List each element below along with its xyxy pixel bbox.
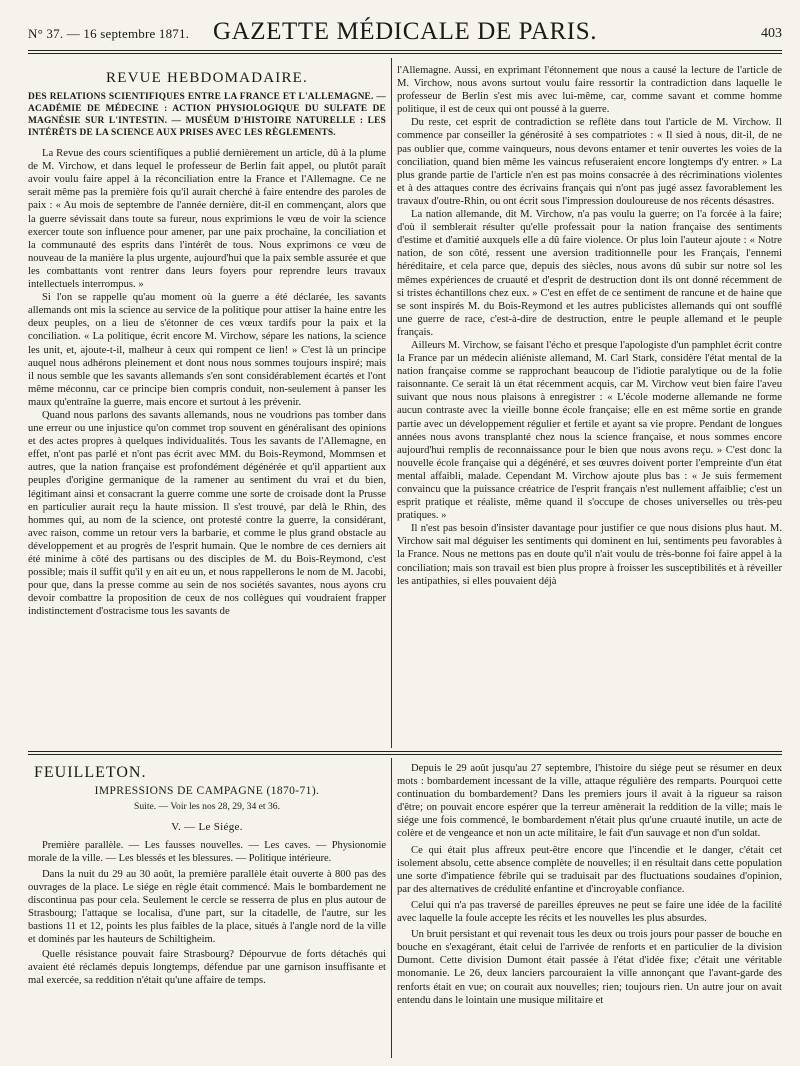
revue-summary: DES RELATIONS SCIENTIFIQUES ENTRE LA FRANCE ET L'ALLEMAGNE. — ACADÉMIE DE MÉDECINE : ACTION PHYSIOLOGIQUE DU SULFATE DE MAGNÉSIE SUR L'INTESTIN. — MUSÉUM D'HISTOIRE NATURELLE : LES INTÉRÊTS DE LA SCIENCE AUX PRISES AVEC LES RÈGLEMENTS.	[28, 92, 386, 139]
feuilleton-suite: Suite. — Voir les nos 28, 29, 34 et 36.	[134, 801, 280, 813]
paragraph: Quand nous parlons des savants allemands, nous ne voudrions pas tomber dans une erreur ou une injustice qu'on commet trop souvent en généralisant des opinions et des actes propres à quelques individualités. Tous les savants de l'Allemagne, en effet, n'ont pas parlé et n'ont pas écrit avec MM. du Bois-Reymond, Mommsen et autres, que la nation française est profondément dégénérée et qu'il appartient aux peuples d'origine germanique de la ramener au sentiment du vrai et du bien, légitimant ainsi et consacrant la guerre comme une sorte de croisade dont la Prusse en particulier aurait reçu la haute mission. Il s'est trouvé, par delà le Rhin, des hommes qui, au nom de la science, ont protesté contre la guerre, la considérant, avec raison, comme un retour vers la barbarie, et comme le plus grand obstacle au développement et au progrès de l'esprit humain. Que le nombre de ces derniers ait été minime à côté des partisans ou des disciples de M. du Bois-Reymond, c'est possible; mais il suffit qu'il y en ait eu un, et nous rappellerons le nom de M. Jacobi, pour que, dans la presse comme au sein de nos sociétés savantes, nous ayons cru devoir combattre la proposition de ceux de nos collègues qui voudraient frapper indistinctement d'ostracisme tous les savants de	[28, 409, 386, 618]
masthead-rule-thin	[28, 53, 782, 54]
paragraph: Un bruit persistant et qui revenait tous les deux ou trois jours pour passer de bouche en bouche en s'exagérant, était celui de l'arrivée de renforts et en particulier de la division Dumont. Cette division Dumont était passée à l'état d'idée fixe; c'était une véritable monomanie. Le 26, deux lanciers parcouraient la ville annonçant que l'avant-garde des renforts était en vue; on courait aux nouvelles; rien; toujours rien. Un autre jour on avait entendu dans le lointain une musique militaire et	[397, 929, 782, 1006]
page-number: 403	[761, 26, 782, 41]
paragraph: Ailleurs M. Virchow, se faisant l'écho et presque l'apologiste d'un pamphlet écrit contre la France par un médecin aliéniste allemand, M. Carl Stark, considère l'état mental de la nation française comme se rapprochant beaucoup de l'idiotie paralytique ou de la folie raisonnante. Ce serait là un état récemment acquis, car M. Virchow veut bien faire l'aveu suivant que nous nous plaisons à enregistrer : « L'école moderne allemande ne forme aucun contraste avec la vieille bonne école française; elle en est même sortie en grande partie avec un développement régulier et fertile et ayant sa vie propre. Pendant de longues années nous avons transplanté chez nous la science française, et nous sommes encore aujourd'hui remplis de reconnaissance pour le bien que nous avons reçu. » C'est donc la nouvelle école française qui a dégénéré, et ses œuvres doivent porter l'empreinte d'un état mental affaibli, malade. Cependant M. Virchow ajoute plus bas : « Je suis fermement convaincu que la puissance créatrice de l'esprit français n'est nullement affaiblie; c'est un esprit pratique et réaliste, même quand il s'occupe de choses universelles ou très-peu pratiques. »	[397, 339, 782, 522]
masthead	[28, 16, 782, 46]
feuilleton-subtitle: IMPRESSIONS DE CAMPAGNE (1870-71).	[94, 785, 320, 798]
revue-heading: REVUE HEBDOMADAIRE.	[106, 70, 308, 86]
revue-column-1	[28, 64, 386, 748]
paragraph: Quelle résistance pouvait faire Strasbourg? Dépourvue de forts détachés qui avaient été réclamés depuis longtemps, défendue par une garnison insuffisante et mal exercée, sa reddition n'était qu'une affaire de temps.	[28, 949, 386, 987]
paragraph: Depuis le 29 août jusqu'au 27 septembre, l'histoire du siége peut se résumer en deux mots : bombardement incessant de la ville, attaque régulière des remparts. Pourquoi cette continuation du bombardement? Dans les premiers jours il avait à la rigueur sa raison d'être; on pouvait encore espérer que la terreur amènerait la reddition de la ville; mais le siége une fois commencé, le bombardement n'était plus qu'une cruauté inutile, un acte de colère et de vengeance et non un acte militaire, le fait d'un sauvage et non d'un soldat.	[397, 763, 782, 840]
paragraph: Celui qui n'a pas traversé de pareilles épreuves ne peut se faire une idée de la facilité avec laquelle la foule accepte les récits et les nouvelles les plus absurdes.	[397, 899, 782, 925]
masthead-rule	[28, 50, 782, 51]
paragraph: Dans la nuit du 29 au 30 août, la première parallèle était ouverte à 800 pas des ouvrages de la place. Le siége en règle était commencé. Mais le bombardement ne discontinua pas pour cela. Seulement le cercle se resserra de plus en plus autour de Strasbourg; l'attaque se localisa, d'une part, sur la citadelle, de l'autre, sur les bastions 11 et 12, points les plus faibles de la place, situés à l'angle nord de la ville et dominés par les hauteurs de Schiltigheim.	[28, 868, 386, 946]
issue-date: N° 37. — 16 septembre 1871.	[28, 26, 190, 41]
revue-column-2	[397, 64, 782, 748]
feuilleton-column-1	[28, 762, 386, 1060]
newspaper-title: GAZETTE MÉDICALE DE PARIS.	[212, 18, 598, 45]
chapter-arguments: Première parallèle. — Les fausses nouvelles. — Les caves. — Physionomie morale de la ville. — Les blessés et les blessures. — Politique intérieure.	[28, 840, 386, 864]
feuilleton-separator-thin	[28, 754, 782, 755]
feuilleton-separator	[28, 751, 782, 752]
paragraph: La Revue des cours scientifiques a publié dernièrement un article, dû à la plume de M. Virchow, et dans lequel le professeur de Berlin fait appel, ou plutôt paraît avoir voulu faire appel à la réconciliation entre la France et l'Allemagne. Ce ne serait même pas la première fois qu'il aurait cherché à faire entendre des paroles de paix : « Au mois de septembre de l'année dernière, dit-il en commençant, alors que la guerre sévissait dans toute sa fureur, nous exprimions le vœu de voir la science exercer toute son influence pour amener, par une paix prochaine, la conciliation et la communauté des esprits dans l'intérêt de tous. Nous exprimons ce vœu de nouveau de la manière la plus urgente, aujourd'hui que la paix semble assurée et que les combattants vont rentrer dans leurs foyers pour reprendre leurs travaux intellectuels interrompus. »	[28, 148, 386, 291]
column-divider-top	[391, 58, 392, 748]
paragraph: La nation allemande, dit M. Virchow, n'a pas voulu la guerre; on l'a forcée à la faire; d'où il semblerait résulter qu'elle professait pour la nation française des sentiments d'estime et d'amitié auxquels elle a dû faire violence. Or plus loin l'auteur ajoute : « Notre nation, de son côté, ressent une aversion traditionnelle pour les Français, l'ennemi héréditaire, et cela parce que, depuis des siècles, nous avons dû subir sur notre sol les mêmes expériences de cruauté et d'esprit de destruction dont ils ont donné récemment de si tristes échantillons chez eux. » C'est en effet de ce sentiment de rancune et de haine que se sont inspirés M. du Bois-Reymond et les autres publicistes allemands qui ont soufflé une guerre de race, c'est-à-dire de destruction, entre le peuple allemand et le peuple français.	[397, 209, 782, 338]
paragraph: l'Allemagne. Aussi, en exprimant l'étonnement que nous a causé la lecture de l'article de M. Virchow, nous avons surtout voulu faire ressortir la contradiction dans laquelle le professeur de Berlin s'est mis avec lui-même, car, comme savant et comme homme politique, il est de ceux qui ont poussé à la guerre.	[397, 65, 782, 116]
column-divider-bottom	[391, 758, 392, 1058]
feuilleton-heading: FEUILLETON.	[34, 764, 147, 781]
chapter-title: V. — Le Siége.	[171, 821, 243, 834]
paragraph: Du reste, cet esprit de contradiction se reflète dans tout l'article de M. Virchow. Il commence par conseiller la générosité à ses compatriotes : « Il sied à nous, dit-il, de ne pas oublier que, comme vainqueurs, nous devons entamer et tenir ouvertes les voies de la conciliation, quand bien même les vaincus refuseraient encore longtemps d'y entrer. » La plus grande partie de l'article n'en est pas moins consacrée à des récriminations violentes et à des attaques contre des écrivains français qui n'ont pas jugé assez favorablement les travaux d'outre-Rhin, ou ont écrit sous l'impression douloureuse de nos récents désastres.	[397, 117, 782, 207]
feuilleton-column-2	[397, 762, 782, 1060]
paragraph: Si l'on se rappelle qu'au moment où la guerre a été déclarée, les savants allemands ont mis la science au service de la politique pour attiser la haine entre les deux peuples, on a lieu de s'étonner de ces vœux tardifs pour la paix et la conciliation. « La politique, écrit encore M. Virchow, sépare les nations, la science les unit, et, ajoute-t-il, malheur à ceux qui rompent ce lien! » C'est là un principe auquel nous adhérons pleinement et dont nous nous sommes toujours inspiré; mais il nous semble que les savants allemands s'en sont considérablement écartés et l'ont même méconnu, car ce principe bien compris conduit, non-seulement à panser les maux qu'entraîne la guerre, mais encore et surtout à les prévenir.	[28, 292, 386, 408]
paragraph: Il n'est pas besoin d'insister davantage pour justifier ce que nous disions plus haut. M. Virchow sait mal déguiser les sentiments qui dominent en lui, sentiments peu favorables à la France. Nous ne mettons pas en doute qu'il n'ait voulu de très-bonne foi faire appel à la conciliation; mais son travail est bien plus propre à froisser les susceptibilités et à réveiller les antipathies, si elles pouvaient déjà	[397, 523, 782, 587]
paragraph: Ce qui était plus affreux peut-être encore que l'incendie et le danger, c'était cet isolement absolu, cette absence complète de nouvelles; il en résultait dans cette population une sorte d'impatience fébrile qui se traduisait par des fluctuations soudaines d'opinion, par des alternatives de crédulité enfantine et d'incroyable confiance.	[397, 844, 782, 895]
